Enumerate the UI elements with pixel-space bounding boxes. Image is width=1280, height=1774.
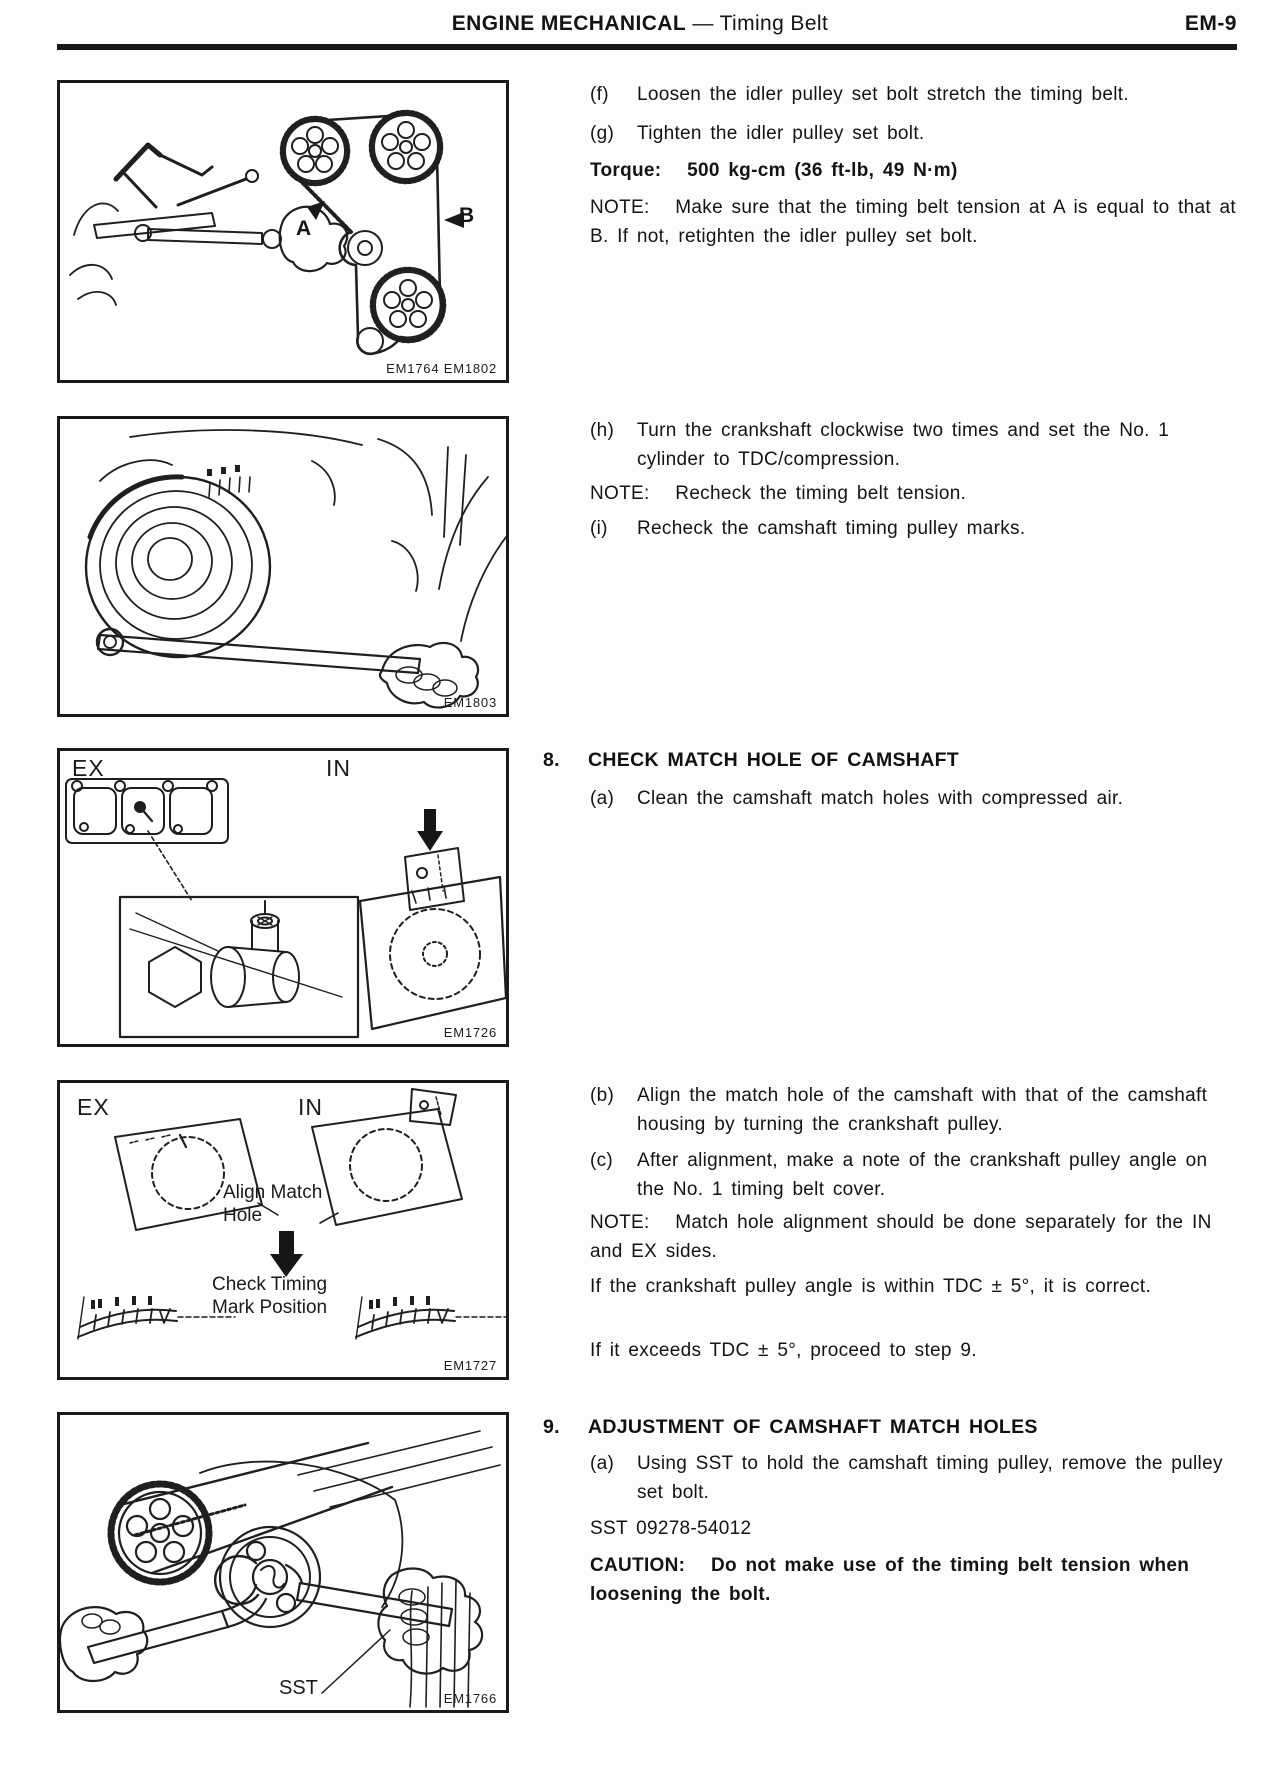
step-8a [590, 784, 1238, 813]
align-match-line2: Hole [223, 1205, 263, 1226]
step-label: (h) [590, 420, 615, 441]
page-title [0, 12, 1280, 36]
step-label: (b) [590, 1085, 615, 1106]
step-label: (a) [590, 788, 615, 809]
crankshaft-turn-illustration [60, 419, 506, 714]
step-h [590, 416, 1238, 474]
step-label: (a) [590, 1453, 615, 1474]
page-title-main: ENGINE MECHANICAL [451, 12, 687, 35]
step-label: (f) [590, 84, 609, 105]
step-f [590, 80, 1238, 109]
figure-code: EM1727 [443, 1358, 497, 1373]
align-match-hole-illustration [60, 1083, 506, 1377]
figure-crankshaft-turn [57, 416, 509, 717]
figure-align-match-hole [57, 1080, 509, 1380]
section-number: 9. [543, 1416, 560, 1438]
step-9a [590, 1449, 1238, 1507]
figure-code: EM1766 [443, 1691, 497, 1706]
step-text: Loosen the idler pulley set bolt stretch the timing belt. [637, 84, 1129, 105]
sst-hold-pulley-illustration [60, 1415, 506, 1710]
align-match-hole-annotation [223, 1181, 322, 1227]
caution-text: CAUTION: Do not make use of the timing belt tension when loosening the bolt. [590, 1555, 1198, 1605]
down-arrow-icon [417, 809, 443, 851]
note-recheck-tension: NOTE: Recheck the timing belt tension. [590, 483, 967, 504]
check-timing-line1: Check Timing [212, 1274, 328, 1295]
check-timing-mark-annotation [212, 1273, 327, 1319]
section-9-heading [543, 1413, 1238, 1442]
step-text: Recheck the camshaft timing pulley marks. [637, 518, 1026, 539]
figure-code: EM1803 [443, 695, 497, 710]
step-text: Clean the camshaft match holes with compressed air. [637, 788, 1124, 809]
section-title: CHECK MATCH HOLE OF CAMSHAFT [588, 749, 960, 771]
para-tdc-exceeds: If it exceeds TDC ± 5°, proceed to step 9. [590, 1340, 977, 1361]
step-text: Tighten the idler pulley set bolt. [637, 123, 925, 144]
check-timing-line2: Mark Position [212, 1297, 328, 1318]
section-8-heading [543, 746, 1238, 775]
figure-code: EM1764 EM1802 [386, 361, 497, 376]
para-tdc-within: If the crankshaft pulley angle is within TDC ± 5°, it is correct. [590, 1276, 1152, 1297]
step-8b [590, 1081, 1238, 1139]
step-label: (g) [590, 123, 615, 144]
align-match-line1: Align Match [223, 1182, 323, 1203]
step-g [590, 119, 1238, 148]
exhaust-side-label: EX [77, 1094, 110, 1120]
figure-camshaft-match-hole [57, 748, 509, 1047]
header-rule [57, 44, 1237, 50]
step-text: Using SST to hold the camshaft timing pulley, remove the pulley set bolt. [637, 1453, 1223, 1503]
sst-label: SST [279, 1677, 318, 1699]
figure-sst-hold-pulley [57, 1412, 509, 1713]
torque-spec: Torque: 500 kg-cm (36 ft-lb, 49 N·m) [590, 160, 958, 181]
belt-span-label-a: A [296, 217, 312, 240]
figure-timing-belt-tension [57, 80, 509, 383]
step-i [590, 514, 1238, 543]
camshaft-match-hole-illustration [60, 751, 506, 1044]
step-label: (c) [590, 1150, 614, 1171]
timing-belt-tension-illustration [60, 83, 506, 380]
down-arrow-icon [270, 1231, 303, 1277]
sst-part-number: SST 09278-54012 [590, 1518, 752, 1539]
page-number: EM-9 [1184, 12, 1237, 35]
step-label: (i) [590, 518, 608, 539]
note-match-hole: NOTE: Match hole alignment should be done separately for the IN and EX sides. [590, 1212, 1221, 1262]
step-8c [590, 1146, 1238, 1204]
section-number: 8. [543, 749, 560, 771]
section-title: ADJUSTMENT OF CAMSHAFT MATCH HOLES [588, 1416, 1038, 1438]
intake-side-label: IN [298, 1094, 323, 1120]
page-title-sub: — Timing Belt [686, 12, 829, 35]
step-text: After alignment, make a note of the crankshaft pulley angle on the No. 1 timing belt cover. [637, 1150, 1208, 1200]
step-text: Align the match hole of the camshaft with that of the camshaft housing by turning the crankshaft pulley. [637, 1085, 1208, 1135]
exhaust-side-label: EX [72, 755, 105, 781]
figure-code: EM1726 [443, 1025, 497, 1040]
belt-span-label-b: B [459, 204, 475, 227]
step-text: Turn the crankshaft clockwise two times and set the No. 1 cylinder to TDC/compression. [637, 420, 1170, 470]
note-belt-tension: NOTE: Make sure that the timing belt tension at A is equal to that at B. If not, retighten the idler pulley set bolt. [590, 197, 1245, 247]
intake-side-label: IN [326, 755, 351, 781]
